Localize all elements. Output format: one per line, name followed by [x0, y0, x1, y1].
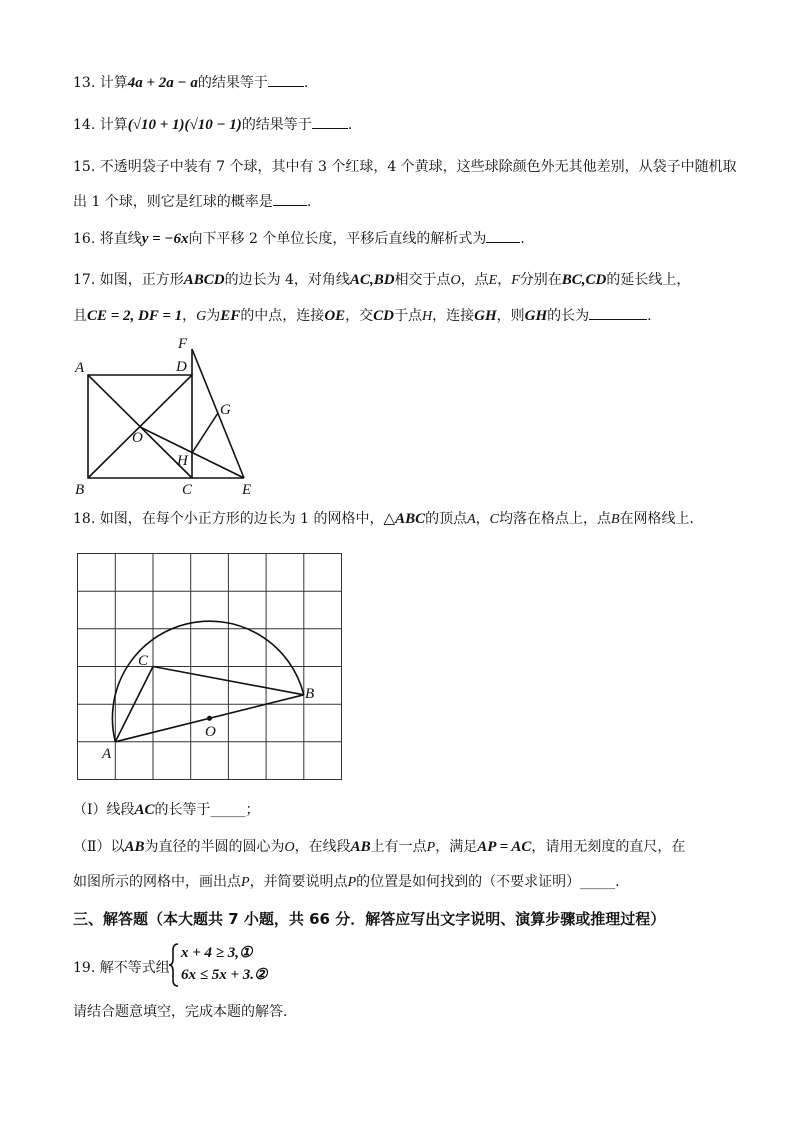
inequality-1: x + 4 ≥ 3,①	[181, 945, 253, 961]
question-19-note: 请结合题意填空，完成本题的解答．	[73, 1004, 297, 1020]
answer-blank: _____	[580, 874, 616, 890]
question-18: 18. 如图，在每个小正方形的边长为 1 的网格中，△ABC的顶点A，C均落在格点上，点B在网格线上．	[73, 511, 704, 527]
inequality-2: 6x ≤ 5x + 3.②	[181, 967, 268, 983]
question-18-part-2-line-1: （Ⅱ）以AB为直径的半圆的圆心为O，在线段AB上有一点P，满足AP = AC，请用无刻度的直尺，在	[73, 839, 686, 855]
label-G: G	[220, 402, 231, 418]
label-B: B	[75, 482, 85, 498]
question-19-label: 19. 解不等式组	[73, 960, 170, 976]
answer-blank: _____	[210, 802, 246, 818]
q16-expression: y = −6x	[141, 231, 189, 247]
question-14: 14. 计算(√10 + 1)(√10 − 1)的结果等于 .	[73, 117, 353, 133]
label-C: C	[182, 482, 193, 498]
label-A: A	[102, 746, 112, 762]
question-15-line-2: 出 1 个球，则它是红球的概率是 .	[73, 194, 312, 210]
question-16: 16. 将直线y = −6x向下平移 2 个单位长度，平移后直线的解析式为 .	[73, 231, 525, 247]
answer-blank	[486, 229, 520, 243]
label-H: H	[177, 453, 188, 469]
answer-blank	[312, 115, 348, 129]
label-F: F	[178, 336, 188, 352]
label-E: E	[242, 482, 252, 498]
answer-blank	[268, 73, 304, 87]
q14-expression: (√10 + 1)(√10 − 1)	[127, 117, 242, 133]
label-C: C	[138, 653, 149, 669]
brace-icon	[168, 942, 180, 988]
label-O: O	[132, 430, 143, 446]
question-17-line-1: 17. 如图，正方形ABCD的边长为 4，对角线AC,BD相交于点O，点E，F分别在BC,CD的延长线上，	[73, 272, 691, 288]
label-A: A	[75, 360, 85, 376]
question-18-part-1: （Ⅰ）线段AC的长等于_____；	[73, 802, 260, 818]
q13-expression: 4a + 2a − a	[127, 75, 198, 91]
question-15-line-1: 15. 不透明袋子中装有 7 个球，其中有 3 个红球，4 个黄球，这些球除颜色外无其他差别，从袋子中随机取	[73, 159, 737, 175]
grid-semicircle-figure	[70, 545, 350, 785]
question-18-part-2-line-2: 如图所示的网格中，画出点P，并简要说明点P的位置是如何找到的（不要求证明）_____.	[73, 874, 620, 890]
square-geometry-figure	[70, 330, 270, 498]
question-13: 13. 计算4a + 2a − a的结果等于 .	[73, 75, 309, 91]
label-D: D	[176, 359, 187, 375]
answer-blank	[589, 306, 647, 320]
label-B: B	[305, 686, 315, 702]
answer-blank	[273, 192, 307, 206]
question-17-line-2: 且CE = 2, DF = 1，G为EF的中点，连接OE，交CD于点H，连接GH，则GH的长为 .	[73, 308, 652, 324]
label-O: O	[205, 724, 216, 740]
section-3-heading: 三、解答题（本大题共 7 小题，共 66 分．解答应写出文字说明、演算步骤或推理过程）	[73, 910, 666, 928]
